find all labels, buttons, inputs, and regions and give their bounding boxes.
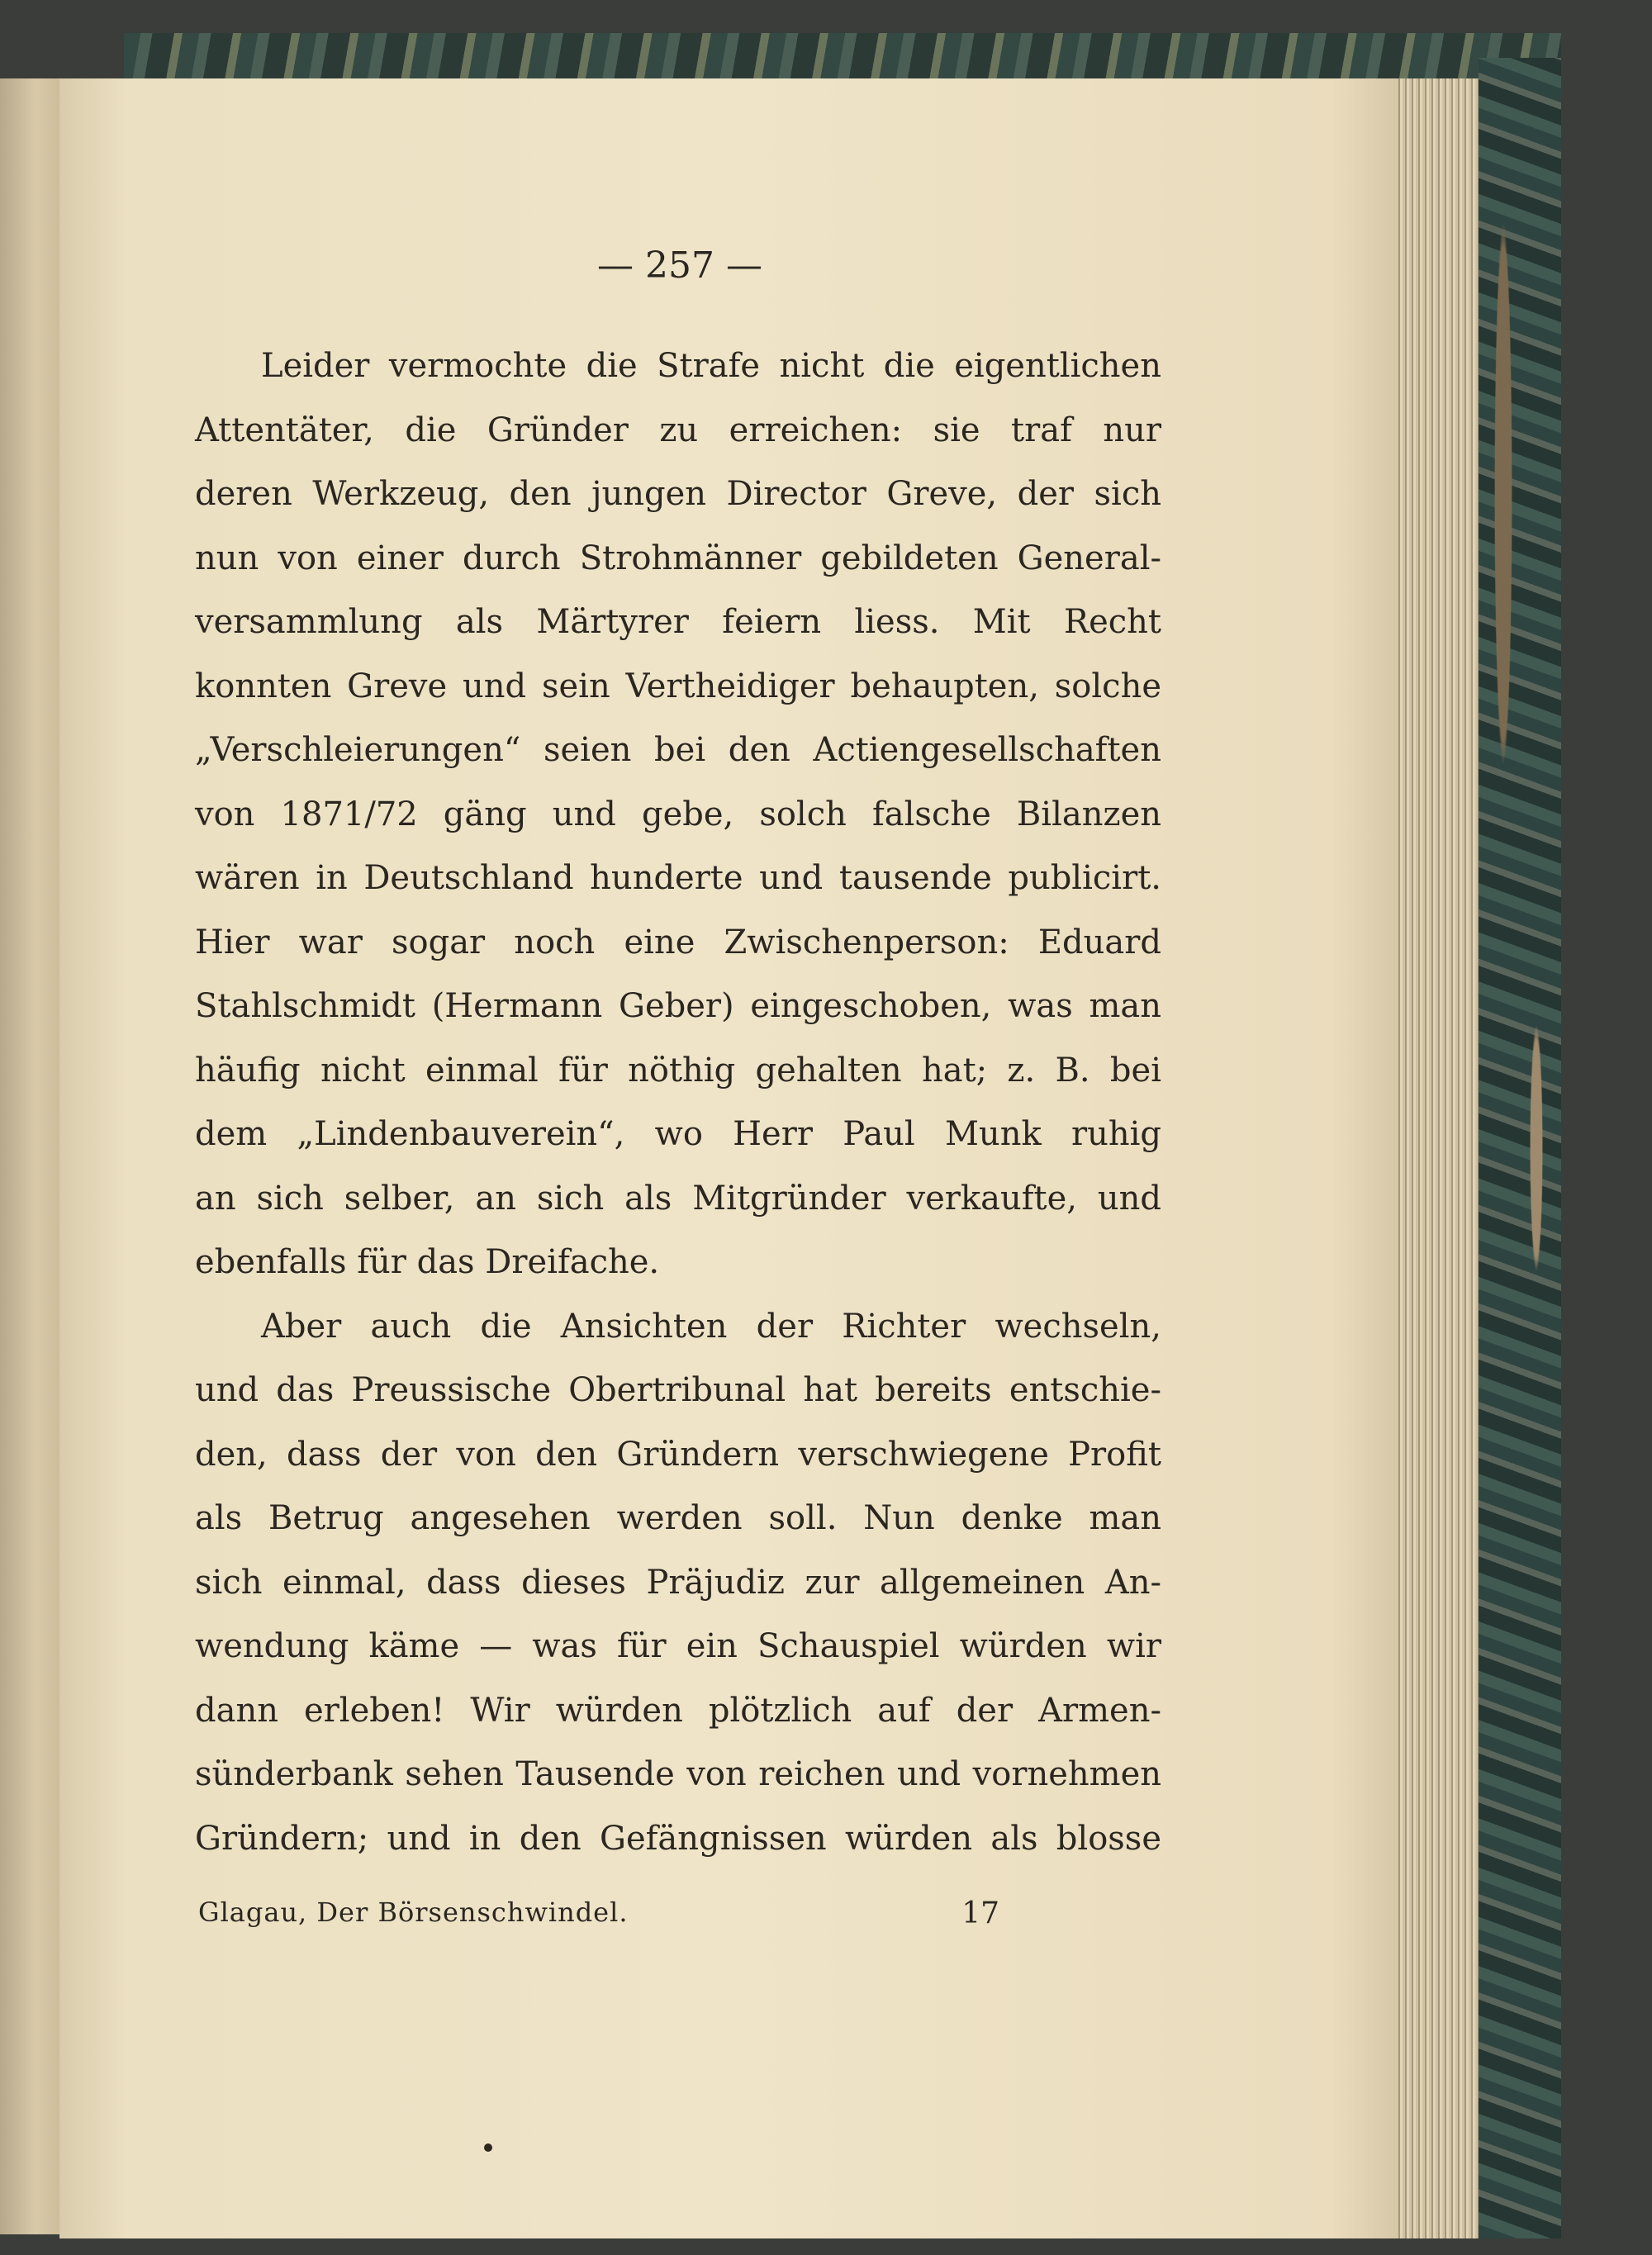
text-line: Gründern; und in den Gefängnissen würden als blosse bbox=[195, 1819, 1161, 1858]
text-line: wendung käme — was für ein Schauspiel würden wir bbox=[195, 1627, 1161, 1665]
ink-speck bbox=[484, 2143, 492, 2152]
text-line: den, dass der von den Gründern verschwiegene Profit bbox=[195, 1435, 1161, 1474]
text-line: Stahlschmidt (Hermann Geber) eingeschoben, was man bbox=[195, 987, 1161, 1025]
left-page-edge bbox=[0, 78, 59, 2234]
marbled-cover-right bbox=[1479, 58, 1561, 2238]
text-line: ebenfalls für das Dreifache. bbox=[195, 1243, 660, 1281]
text-line: nun von einer durch Strohmänner gebildeten General- bbox=[195, 539, 1161, 577]
text-line: von 1871/72 gäng und gebe, solch falsche Bilanzen bbox=[195, 795, 1161, 833]
text-line: konnten Greve und sein Vertheidiger behaupten, solche bbox=[195, 667, 1161, 705]
text-line: Attentäter, die Gründer zu erreichen: sie traf nur bbox=[195, 411, 1161, 449]
text-line: deren Werkzeug, den jungen Director Greve, der sich bbox=[195, 475, 1161, 513]
text-line: an sich selber, an sich als Mitgründer verkaufte, und bbox=[195, 1179, 1161, 1218]
text-line: sünderbank sehen Tausende von reichen und vornehmen bbox=[195, 1755, 1161, 1793]
text-line: Hier war sogar noch eine Zwischenperson: Eduard bbox=[195, 923, 1161, 961]
paragraph-2 bbox=[195, 1295, 1161, 1872]
text-line: Leider vermochte die Strafe nicht die eigentlichen bbox=[261, 347, 1161, 385]
paragraph-1 bbox=[195, 335, 1161, 1295]
signature-mark: Glagau, Der Börsenschwindel. bbox=[198, 1897, 629, 1928]
text-line: dann erleben! Wir würden plötzlich auf der Armen- bbox=[195, 1691, 1161, 1730]
text-line: „Verschleierungen“ seien bei den Actiengesellschaften bbox=[195, 731, 1161, 769]
text-line: Aber auch die Ansichten der Richter wechseln, bbox=[261, 1307, 1161, 1346]
text-line: wären in Deutschland hunderte und tausende publicirt. bbox=[195, 859, 1161, 897]
text-line: als Betrug angesehen werden soll. Nun denke man bbox=[195, 1499, 1161, 1537]
signature-number: 17 bbox=[961, 1897, 999, 1930]
text-line: und das Preussische Obertribunal hat bereits entschie- bbox=[195, 1371, 1161, 1409]
text-line: sich einmal, dass dieses Präjudiz zur allgemeinen An- bbox=[195, 1563, 1161, 1602]
page-number-header: — 257 — bbox=[597, 244, 762, 287]
page-footer bbox=[198, 1897, 999, 1938]
body-text bbox=[195, 335, 1161, 1871]
text-line: dem „Lindenbauverein“, wo Herr Paul Munk ruhig bbox=[195, 1115, 1161, 1153]
text-line: häufig nicht einmal für nöthig gehalten hat; z. B. bei bbox=[195, 1051, 1161, 1090]
page-edges bbox=[1396, 78, 1479, 2238]
text-line: versammlung als Märtyrer feiern liess. Mit Recht bbox=[195, 603, 1161, 641]
